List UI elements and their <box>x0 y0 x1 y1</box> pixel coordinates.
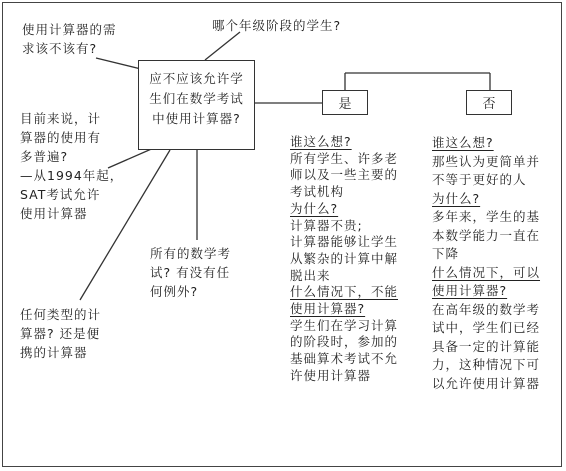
column-text-line: 下降 <box>432 246 460 261</box>
column-text-line: 计算器能够让学生 <box>290 234 399 250</box>
note-line: 试? 有没有任 <box>150 265 231 280</box>
column-text-line: 脱出来 <box>290 267 331 283</box>
column-text-line: 考试机构 <box>290 184 345 200</box>
note-line: SAT考试允许 <box>20 187 101 202</box>
column-text-line: 从繁杂的计算中解 <box>290 250 399 266</box>
note-line: 携的计算器 <box>20 345 88 360</box>
yes-column <box>290 134 398 385</box>
column-text-line: 不等于更好的人 <box>432 172 527 187</box>
column-text-line: 在高年级的数学考 <box>432 301 541 317</box>
column-text-line: 学生们在学习计算 <box>290 317 399 333</box>
column-text-line: 力，这种情况下可 <box>432 357 541 372</box>
column-text-line: 师以及一些主要的 <box>290 167 399 183</box>
column-heading: 使用计算器? <box>432 283 508 298</box>
column-heading: 谁这么想? <box>290 134 352 149</box>
note-line: 使用计算器 <box>20 206 88 221</box>
column-heading: 为什么? <box>432 190 481 206</box>
central-question-box <box>138 60 255 150</box>
connector-top-right-note <box>205 32 240 60</box>
column-text-line: 许使用计算器 <box>290 367 372 383</box>
column-heading: 谁这么想? <box>432 135 494 150</box>
column-text-line: 所有学生、许多老 <box>290 150 399 166</box>
note-line: 哪个年级阶段的学生? <box>212 18 342 33</box>
note-mid-left <box>20 109 123 223</box>
column-heading: 什么情况下，不能 <box>290 284 399 300</box>
column-text-line: 计算器不贵; <box>290 217 363 233</box>
answer-yes-label: 是 <box>338 97 352 112</box>
column-text-line: 具备一定的计算能 <box>432 338 541 354</box>
note-line: 算器的使用有 <box>20 130 102 145</box>
central-question-line: 应不应该允许学 <box>149 71 244 86</box>
answer-no-label: 否 <box>482 97 496 112</box>
column-heading: 什么情况下，可以 <box>432 264 541 280</box>
column-heading: 为什么? <box>290 200 339 216</box>
column-text-line: 基础算术考试不允 <box>290 351 399 367</box>
no-column <box>432 134 540 393</box>
note-line: 任何类型的计 <box>20 307 102 322</box>
note-top-right <box>212 16 341 35</box>
note-line: 所有的数学考 <box>150 246 232 261</box>
note-line: 多普遍? <box>20 149 69 164</box>
note-bottom-left <box>20 305 101 362</box>
column-heading: 使用计算器? <box>290 301 366 317</box>
column-text-line: 以允许使用计算器 <box>432 375 541 391</box>
note-top-left <box>22 20 117 58</box>
answer-no-box <box>466 90 512 115</box>
column-text-line: 本数学能力一直在 <box>432 227 541 243</box>
answer-yes-box <box>322 90 368 115</box>
note-mid-center <box>150 244 231 301</box>
note-line: 算器? 还是便 <box>20 326 101 341</box>
central-question-line: 中使用计算器? <box>152 111 241 126</box>
central-question-line: 生们在数学考试 <box>149 91 244 106</box>
column-text-line: 试中，学生们已经 <box>432 320 541 335</box>
column-text-line: 那些认为更简单并 <box>432 153 541 169</box>
column-text-line: 的阶段时，参加的 <box>290 334 399 350</box>
note-line: 目前来说，计 <box>20 111 102 126</box>
note-line: 求该不该有? <box>22 41 98 56</box>
note-line: 使用计算器的需 <box>22 22 117 37</box>
note-line: —从1994年起， <box>20 168 124 183</box>
column-text-line: 多年来，学生的基 <box>432 209 541 224</box>
note-line: 何例外? <box>150 284 199 299</box>
